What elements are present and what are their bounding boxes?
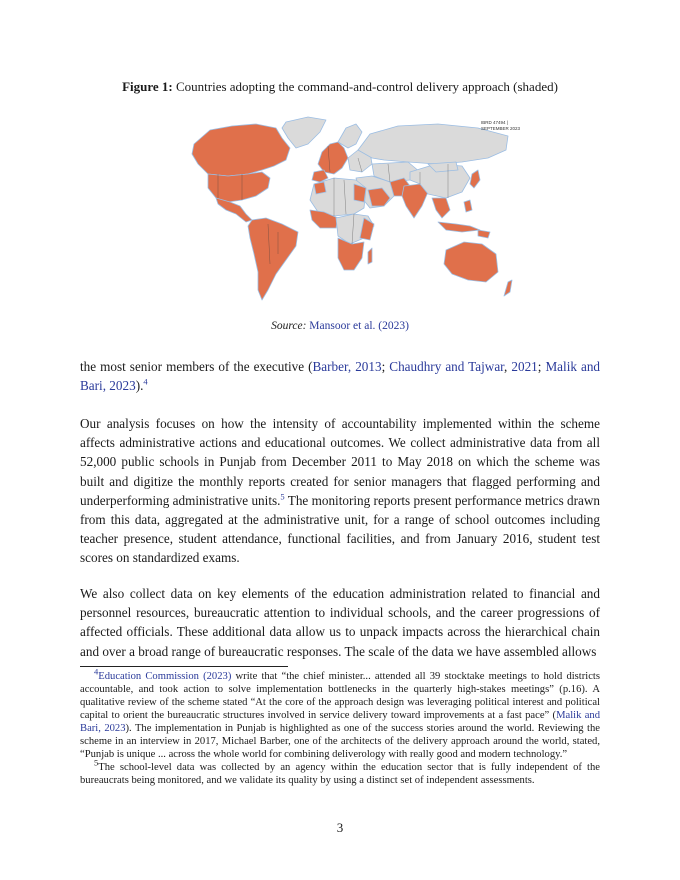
paragraph-2	[80, 414, 600, 568]
map-mexico	[216, 198, 252, 222]
p2-text-1: Our analysis focuses on how the intensity of accountability implemented within the scheme affects administrative actions and educational outcomes. We collect administrative data from all 52,000 public schools in Punjab from December 2011 to May 2018 on which the scheme was built and digitize the monthly reports created for senior managers that flagged performing and underperforming administrative units.	[80, 416, 600, 508]
map-philippines	[464, 200, 472, 212]
map-note-line1: IBRD 47494 |	[481, 120, 508, 125]
map-canada	[192, 124, 290, 176]
map-se-asia	[432, 198, 450, 218]
footnote-4-text-1: write that “the chief minister... attended all 39 stocktake meetings to hold districts accountable, and took action to solve implementation bottlenecks in the quarterly high-stakes meetings” (p.16). A qualitative review of the scheme stated “At the core of the approach design was leveraging political interest and political capital to orient the bureaucratic structures involved in service delivery toward improvements at a fast pace” (	[80, 671, 600, 721]
p1-sep1: ;	[381, 359, 390, 374]
map-note-line2: SEPTEMBER 2023	[481, 125, 521, 131]
figure-caption	[0, 79, 680, 95]
footnote-4-number: 4	[94, 666, 99, 677]
paragraph-3: We also collect data on key elements of the education administration related to financial and personnel resources, bureaucratic attention to individual schools, and the career progressions of affected officials. These additional data allow us to unpack impacts across the hierarchical chain and over a broad range of bureaucratic responses. The scale of the data we have assembled allows	[80, 586, 600, 659]
citation-barber-2013[interactable]: Barber, 2013	[312, 359, 382, 374]
map-note	[481, 120, 520, 131]
footnote-4	[80, 666, 600, 761]
map-south-america	[248, 218, 298, 300]
figure-caption-text: Countries adopting the command-and-control delivery approach (shaded)	[175, 79, 558, 94]
source-link[interactable]: Mansoor et al. (2023)	[309, 320, 409, 332]
world-map	[158, 114, 520, 310]
source-label: Source:	[271, 320, 307, 332]
citation-malik-bari[interactable]: Malik and Bari, 2023	[80, 359, 601, 394]
map-png	[478, 230, 490, 238]
footnote-4-citation[interactable]: Education Commission (2023)	[98, 671, 232, 682]
footnotes	[80, 666, 600, 787]
footnote-ref-4[interactable]: 4	[143, 376, 148, 387]
p1-end: ).	[135, 378, 144, 394]
map-usa	[208, 172, 270, 202]
footnote-5-text: The school-level data was collected by an agency within the education sector that is fully independent of the bureaucrats being monitored, and we validate its quality by using a distinct set of independent assessments.	[80, 762, 600, 786]
figure-source	[0, 320, 680, 332]
p2-text-2: The monitoring reports present performance metrics drawn from this data, aggregated at the administrative unit, for a range of school outcomes including teacher presence, student attendance, functional facilities, and from January 2016, student test scores on standardized exams.	[80, 492, 600, 566]
footnote-5	[80, 757, 600, 787]
footnote-5-number: 5	[94, 757, 99, 768]
footnote-4-citation-2[interactable]: Malik and Bari, 2023	[80, 710, 600, 734]
map-indonesia	[438, 222, 480, 232]
figure-label: Figure 1:	[122, 79, 173, 94]
map-scandinavia	[338, 124, 362, 148]
p1-sep2: ,	[504, 359, 512, 374]
map-madagascar	[368, 248, 372, 264]
map-morocco	[314, 182, 326, 194]
paragraph-1	[80, 357, 600, 395]
footnote-4-text-2: ). The implementation in Punjab is highlighted as one of the success stories around the world. Reviewing the scheme in an interview in 2017, Michael Barber, one of the architects of the delivery approach around the world, stated, “Punjab is unique ... across the whole world for combining deliverology with really good and modern technology.”	[80, 723, 600, 760]
footnote-rule	[80, 666, 288, 667]
map-greenland	[282, 117, 326, 148]
citation-chaudhry-tajwar[interactable]: Chaudhry and Tajwar	[389, 359, 505, 374]
map-europe-west	[318, 142, 348, 174]
world-map-figure	[158, 114, 520, 310]
map-japan	[470, 170, 480, 188]
map-new-zealand	[504, 280, 512, 296]
p1-text: the most senior members of the executive (	[80, 359, 313, 374]
citation-chaudhry-tajwar-year[interactable]: 2021	[511, 359, 538, 374]
footnote-ref-5[interactable]: 5	[280, 491, 285, 502]
map-australia	[444, 242, 498, 282]
page-number: 3	[336, 820, 344, 835]
p1-sep3: ;	[537, 359, 546, 374]
